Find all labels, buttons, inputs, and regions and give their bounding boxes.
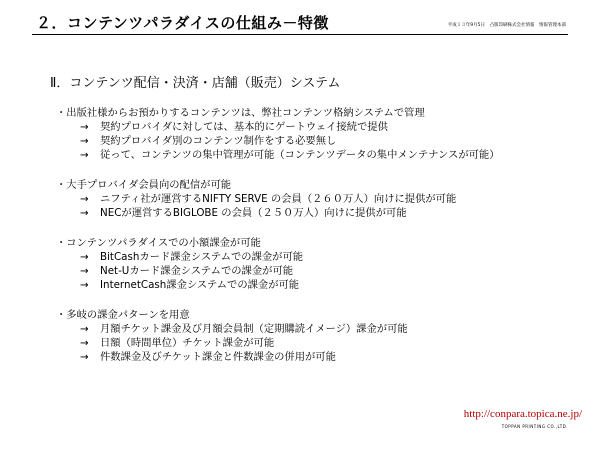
arrow-icon: → bbox=[80, 149, 89, 161]
sub-item bbox=[56, 322, 586, 336]
bullet-item: ・多岐の課金パターンを用意 bbox=[56, 309, 190, 321]
sub-item bbox=[56, 148, 586, 162]
title-divider bbox=[32, 34, 568, 35]
sub-item-text: NECが運営するBIGLOBE の会員（２５０万人）向けに提供が可能 bbox=[100, 207, 407, 219]
bullet-group bbox=[56, 106, 586, 162]
arrow-icon: → bbox=[80, 265, 89, 277]
arrow-icon: → bbox=[80, 207, 89, 219]
sub-item bbox=[56, 192, 586, 206]
sub-item-text: 日額（時間単位）チケット課金が可能 bbox=[100, 337, 275, 349]
sub-item-text: 月額チケット課金及び月額会員制（定期購読イメージ）課金が可能 bbox=[100, 323, 408, 335]
arrow-icon: → bbox=[80, 193, 89, 205]
sub-item bbox=[56, 336, 586, 350]
sub-item bbox=[56, 120, 586, 134]
arrow-icon: → bbox=[80, 279, 89, 291]
arrow-icon: → bbox=[80, 323, 89, 335]
bullet-item: ・出版社様からお預かりするコンテンツは、弊社コンテンツ格納システムで管理 bbox=[56, 107, 425, 119]
sub-item bbox=[56, 206, 586, 220]
bullet-group bbox=[56, 236, 586, 292]
header-meta: 平成１３年9月5日 凸版印刷株式会社情報 情報管理本部 bbox=[447, 23, 566, 28]
sub-item-text: 従って、コンテンツの集中管理が可能（コンテンツデータの集中メンテナンスが可能） bbox=[100, 149, 500, 161]
sub-item-text: ニフティ社が運営するNIFTY SERVE の会員（２６０万人）向けに提供が可能 bbox=[100, 193, 457, 205]
sub-item bbox=[56, 350, 586, 364]
sub-item-text: InternetCash課金システムでの課金が可能 bbox=[100, 279, 300, 291]
sub-item bbox=[56, 264, 586, 278]
sub-item-text: BitCashカード課金システムでの課金が可能 bbox=[100, 251, 304, 263]
sub-item-text: 契約プロバイダに対しては、基本的にゲートウェイ接続で提供 bbox=[100, 121, 388, 133]
footer-url-link[interactable]: http://conpara.topica.ne.jp/ bbox=[463, 408, 582, 420]
slide-title: ２．コンテンツパラダイスの仕組み－特徴 bbox=[36, 14, 329, 32]
arrow-icon: → bbox=[80, 337, 89, 349]
bullet-item: ・コンテンツパラダイスでの小額課金が可能 bbox=[56, 237, 261, 249]
content-list bbox=[56, 106, 586, 380]
sub-item-text: Net-Uカード課金システムでの課金が可能 bbox=[100, 265, 294, 277]
sub-item-text: 契約プロバイダ別のコンテンツ制作をする必要無し bbox=[100, 135, 337, 147]
footer-company: TOPPAN PRINTING CO.,LTD. bbox=[501, 424, 568, 429]
arrow-icon: → bbox=[80, 135, 89, 147]
arrow-icon: → bbox=[80, 121, 89, 133]
bullet-item: ・大手プロバイダ会員向の配信が可能 bbox=[56, 179, 232, 191]
sub-item bbox=[56, 278, 586, 292]
bullet-group bbox=[56, 178, 586, 220]
sub-item bbox=[56, 134, 586, 148]
sub-item-text: 件数課金及びチケット課金と件数課金の併用が可能 bbox=[100, 351, 336, 363]
arrow-icon: → bbox=[80, 251, 89, 263]
sub-item bbox=[56, 250, 586, 264]
arrow-icon: → bbox=[80, 351, 89, 363]
bullet-group bbox=[56, 308, 586, 364]
section-heading: Ⅱ．コンテンツ配信・決済・店舗（販売）システム bbox=[50, 76, 341, 91]
